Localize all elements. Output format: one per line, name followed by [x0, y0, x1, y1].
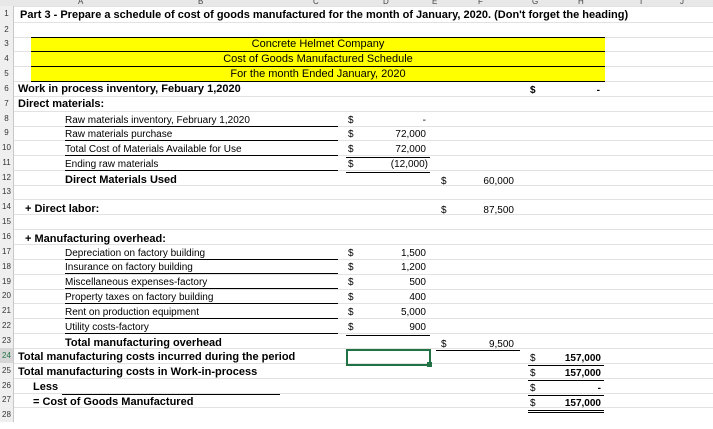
materials-item-value: (12,000) — [390, 159, 428, 170]
cogm-value: 157,000 — [564, 398, 601, 409]
row-gridline — [14, 378, 713, 379]
row-header[interactable]: 3 — [0, 37, 14, 51]
row-header[interactable]: 5 — [0, 66, 14, 81]
direct-labor-label: + Direct labor: — [25, 203, 100, 215]
cogm-line — [528, 410, 604, 411]
materials-item-label: Raw materials purchase — [65, 129, 338, 141]
totals-col-line-3 — [528, 395, 604, 396]
row-gridline — [14, 96, 713, 97]
overhead-item-value: 1,200 — [400, 262, 426, 273]
materials-item-dollar: $ — [348, 144, 354, 155]
wip-beginning-dollar: $ — [530, 85, 536, 96]
direct-materials-used-value: 60,000 — [483, 176, 514, 187]
row-header[interactable]: 23 — [0, 333, 14, 348]
materials-item-value: - — [422, 115, 426, 126]
column-header-d[interactable]: D — [383, 0, 389, 6]
direct-materials-used-dollar: $ — [441, 176, 447, 187]
row-header[interactable]: 7 — [0, 96, 14, 111]
overhead-item-dollar: $ — [348, 292, 354, 303]
row-header[interactable]: 21 — [0, 303, 14, 318]
row-header[interactable]: 18 — [0, 259, 14, 274]
total-costs-wip-value: 157,000 — [564, 368, 601, 379]
materials-item-value: 72,000 — [395, 129, 426, 140]
row-gridline — [14, 214, 713, 215]
overhead-item-value: 400 — [409, 292, 426, 303]
less-value: - — [597, 383, 601, 394]
wip-beginning-label: Work in process inventory, Febuary 1,2020 — [18, 83, 241, 95]
overhead-item-dollar: $ — [348, 248, 354, 259]
row-header[interactable]: 8 — [0, 111, 14, 126]
wip-beginning-value: - — [596, 85, 600, 96]
column-header-i[interactable]: I — [640, 0, 643, 6]
overhead-col-line-bottom — [346, 335, 430, 336]
row-header[interactable]: 13 — [0, 185, 14, 199]
materials-item-dollar: $ — [348, 129, 354, 140]
overhead-total-label: Total manufacturing overhead — [65, 337, 222, 349]
column-header-a[interactable]: A — [78, 0, 84, 6]
total-costs-wip-label: Total manufacturing costs in Work-in-process — [18, 366, 258, 378]
row-header[interactable]: 1 — [0, 6, 14, 22]
column-header-b[interactable]: B — [198, 0, 204, 6]
schedule-period: For the month Ended January, 2020 — [230, 68, 406, 80]
materials-col-line — [346, 157, 430, 158]
cogm-dollar: $ — [530, 398, 536, 409]
column-header-h[interactable]: H — [578, 0, 584, 6]
row-header[interactable]: 16 — [0, 229, 14, 244]
total-costs-wip-dollar: $ — [530, 368, 536, 379]
schedule-title: Cost of Goods Manufactured Schedule — [223, 53, 413, 65]
overhead-item-label: Utility costs-factory — [65, 322, 338, 334]
heading-border-1 — [31, 51, 605, 52]
cogm-label: = Cost of Goods Manufactured — [33, 396, 194, 408]
overhead-item-label: Property taxes on factory building — [65, 292, 338, 304]
overhead-item-value: 1,500 — [400, 248, 426, 259]
row-header[interactable]: 27 — [0, 393, 14, 407]
company-name: Concrete Helmet Company — [251, 38, 385, 50]
instruction-text: Part 3 - Prepare a schedule of cost of goods manufactured for the month of January, 2020. (Don't forget the heading) — [20, 9, 629, 21]
row-header[interactable]: 11 — [0, 155, 14, 170]
row-header[interactable]: 9 — [0, 126, 14, 140]
overhead-item-value: 5,000 — [400, 307, 426, 318]
materials-item-label: Ending raw materials — [65, 159, 338, 171]
materials-item-label: Raw materials inventory, February 1,2020 — [65, 115, 338, 127]
row-gridline — [14, 6, 713, 7]
overhead-item-value: 900 — [409, 322, 426, 333]
row-gridline — [14, 199, 713, 200]
direct-materials-used-label: Direct Materials Used — [65, 174, 177, 186]
column-header-j[interactable]: J — [680, 0, 684, 6]
row-header[interactable]: 20 — [0, 289, 14, 303]
row-header[interactable]: 14 — [0, 199, 14, 214]
overhead-item-label: Rent on production equipment — [65, 307, 338, 319]
direct-materials-header: Direct materials: — [18, 98, 105, 110]
column-header-g[interactable]: G — [532, 0, 539, 6]
row-header[interactable]: 15 — [0, 214, 14, 229]
total-costs-incurred-label: Total manufacturing costs incurred during the period — [18, 351, 296, 363]
heading-border-2 — [31, 66, 605, 67]
row-header[interactable]: 28 — [0, 407, 14, 422]
less-label: Less — [33, 381, 59, 393]
fill-handle[interactable] — [427, 362, 432, 367]
overhead-item-label: Insurance on factory building — [65, 262, 338, 274]
row-header[interactable]: 24 — [0, 348, 14, 363]
overhead-item-label: Depreciation on factory building — [65, 248, 338, 260]
overhead-item-dollar: $ — [348, 277, 354, 288]
total-costs-incurred-value: 157,000 — [564, 353, 601, 364]
row-header[interactable]: 10 — [0, 140, 14, 155]
row-header[interactable]: 4 — [0, 51, 14, 66]
overhead-header: + Manufacturing overhead: — [25, 233, 166, 245]
row-header[interactable]: 17 — [0, 244, 14, 259]
column-header-f[interactable]: F — [478, 0, 483, 6]
overhead-item-value: 500 — [409, 277, 426, 288]
materials-col-line-bottom — [346, 172, 430, 173]
row-gridline — [14, 22, 713, 23]
overhead-total-dollar: $ — [441, 339, 447, 350]
row-header[interactable]: 12 — [0, 170, 14, 185]
cogm-double-line — [528, 412, 604, 413]
row-gridline — [14, 274, 713, 275]
row-header[interactable]: 6 — [0, 81, 14, 96]
overhead-total-value: 9,500 — [488, 339, 514, 350]
row-header[interactable]: 19 — [0, 274, 14, 289]
overhead-item-label: Miscellaneous expenses-factory — [65, 277, 338, 289]
selected-cell[interactable] — [346, 349, 431, 366]
totals-col-line-2 — [528, 380, 604, 381]
less-dollar: $ — [530, 383, 536, 394]
heading-border-bottom — [31, 81, 605, 82]
row-gridline — [14, 229, 713, 230]
overhead-item-dollar: $ — [348, 262, 354, 273]
column-header-c[interactable]: C — [313, 0, 319, 6]
row-header[interactable]: 25 — [0, 363, 14, 378]
row-header[interactable]: 22 — [0, 318, 14, 333]
overhead-item-dollar: $ — [348, 307, 354, 318]
materials-item-dollar: $ — [348, 159, 354, 170]
row-header[interactable]: 2 — [0, 22, 14, 37]
totals-col-line — [528, 365, 604, 366]
direct-labor-dollar: $ — [441, 205, 447, 216]
materials-item-dollar: $ — [348, 115, 354, 126]
total-costs-incurred-dollar: $ — [530, 353, 536, 364]
overhead-item-dollar: $ — [348, 322, 354, 333]
row-header[interactable]: 26 — [0, 378, 14, 393]
column-header-e[interactable]: E — [432, 0, 438, 6]
materials-item-label: Total Cost of Materials Available for Use — [65, 144, 338, 156]
less-underline — [62, 394, 280, 395]
row-gridline — [14, 289, 713, 290]
materials-item-value: 72,000 — [395, 144, 426, 155]
row-gridline — [14, 111, 713, 112]
overhead-total-line — [436, 350, 520, 351]
direct-labor-value: 87,500 — [483, 205, 514, 216]
